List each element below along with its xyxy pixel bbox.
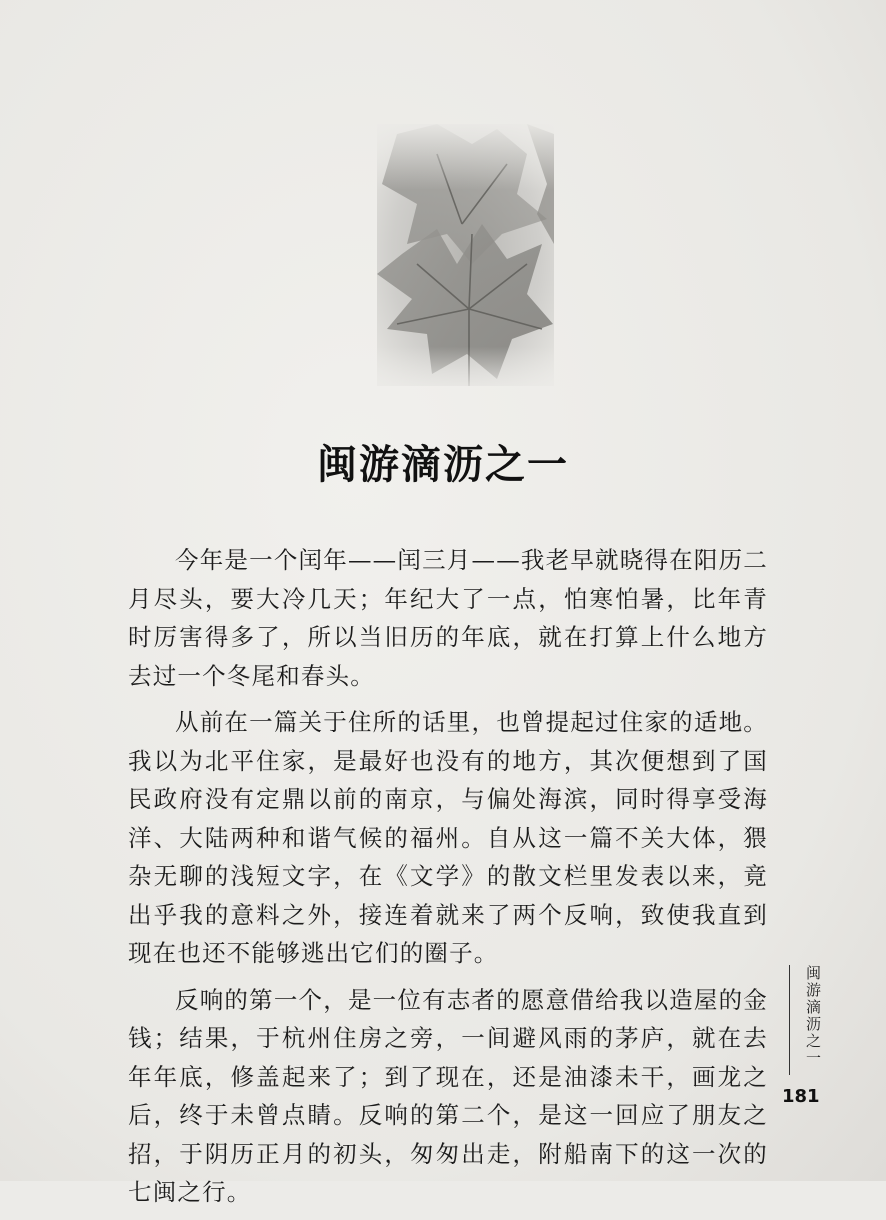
body-text <box>128 541 768 1220</box>
running-header: 闽游滴沥之一 <box>789 965 824 1075</box>
paragraph: 反响的第一个，是一位有志者的愿意借给我以造屋的金钱；结果，于杭州住房之旁，一间避风雨的茅庐，就在去年年底，修盖起来了；到了现在，还是油漆未干，画龙之后，终于未曾点睛。反响的第二个，是这一回应了朋友之招，于阴历正月的初头，匆匆出走，附船南下的这一次的七闽之行。 <box>128 985 768 1206</box>
chapter-title: 闽游滴沥之一 <box>317 442 569 488</box>
page-number: 181 <box>782 1086 820 1107</box>
maple-leaf-illustration <box>377 124 554 386</box>
paragraph: 今年是一个闰年——闰三月——我老早就晓得在阳历二月尽头，要大冷几天；年纪大了一点，怕寒怕暑，比年青时厉害得多了，所以当旧历的年底，就在打算上什么地方去过一个冬尾和春头。 <box>128 546 768 690</box>
paragraph: 从前在一篇关于住所的话里，也曾提起过住家的适地。我以为北平住家，是最好也没有的地方，其次便想到了国民政府没有定鼎以前的南京，与偏处海滨，同时得享受海洋、大陆两种和谐气候的福州。自从这一篇不关大体，猥杂无聊的浅短文字，在《文学》的散文栏里发表以来，竟出乎我的意料之外，接连着就来了两个反响，致使我直到现在也还不能够逃出它们的圈子。 <box>128 708 768 967</box>
maple-leaf-icon <box>377 124 554 386</box>
